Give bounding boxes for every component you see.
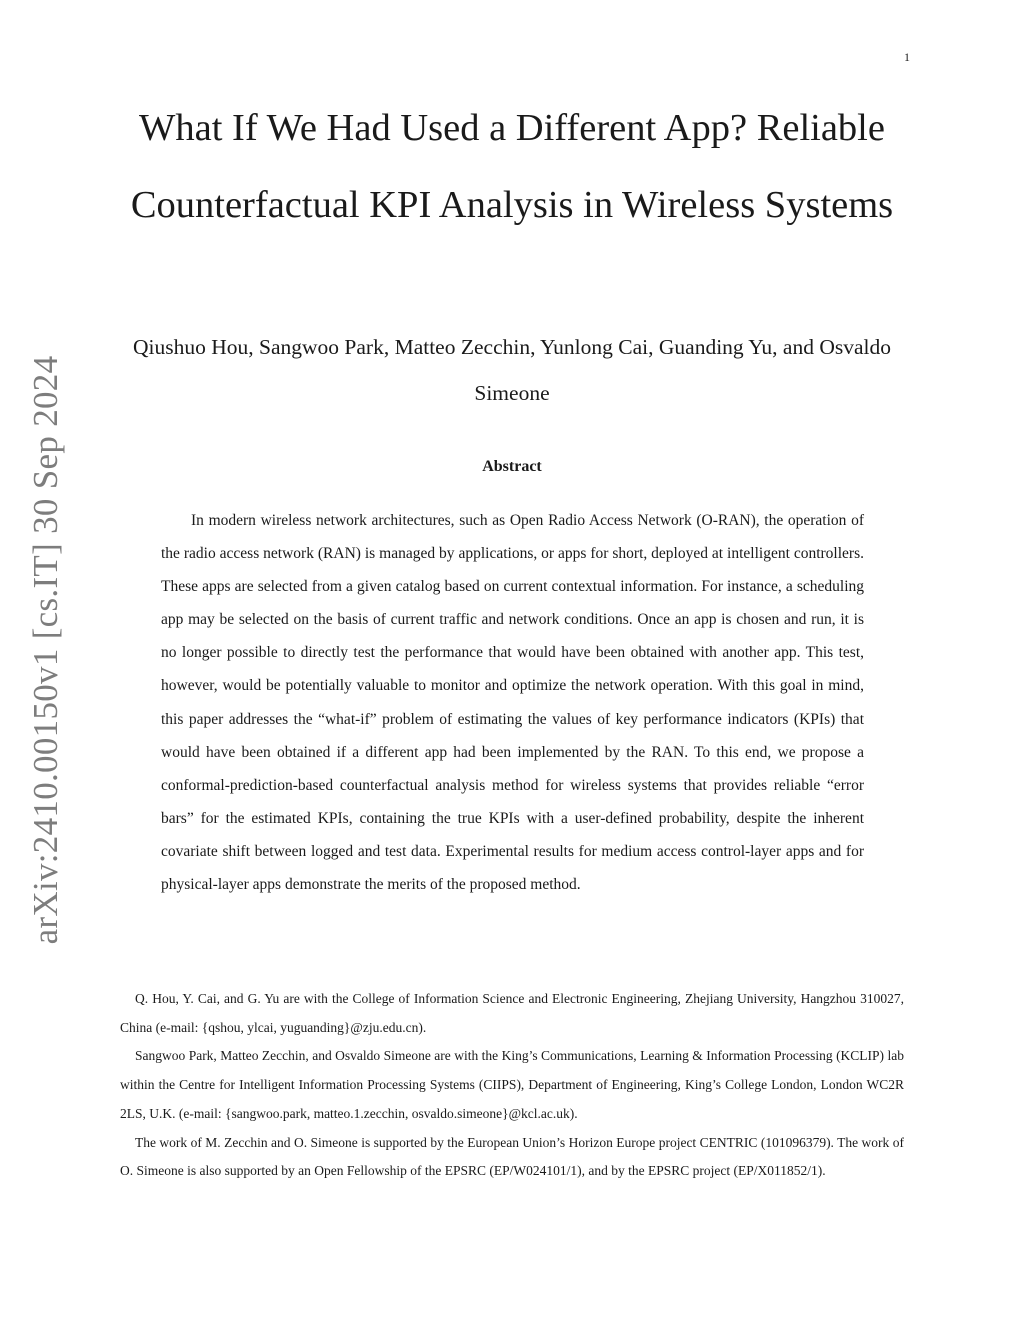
footnote-zju-affiliation: Q. Hou, Y. Cai, and G. Yu are with the College of Information Science and Electronic Engineering, Zhejiang University, Hangzhou 310027, China (e-mail: {qshou, ylcai, yuguanding}@zju.edu.cn). (120, 991, 904, 1035)
footnote-kcl-affiliation: Sangwoo Park, Matteo Zecchin, and Osvaldo Simeone are with the King’s Communications, Learning & Information Processing (KCLIP) lab within the Centre for Intelligent Information Processing Systems (CIIPS), Department of Engineering, King’s College London, London WC2R 2LS, U.K. (e-mail: {sangwoo.park, matteo.1.zecchin, osvaldo.simeone}@kcl.ac.uk). (120, 1048, 904, 1121)
footnote-funding: The work of M. Zecchin and O. Simeone is supported by the European Union’s Horizon Europe project CENTRIC (101096379). The work of O. Simeone is also supported by an Open Fellowship of the EPSRC (EP/W024101/1), and by the EPSRC project (EP/X011852/1). (120, 1134, 904, 1179)
affiliation-footnotes (120, 985, 904, 1186)
arxiv-identifier-stamp: arXiv:2410.00150v1 [cs.IT] 30 Sep 2024 (26, 355, 65, 945)
author-list: Qiushuo Hou, Sangwoo Park, Matteo Zecchin, Yunlong Cai, Guanding Yu, and Osvaldo Simeone (133, 335, 891, 405)
abstract-heading: Abstract (482, 458, 542, 475)
page-number: 1 (904, 50, 910, 64)
abstract-body: In modern wireless network architectures, such as Open Radio Access Network (O-RAN), the operation of the radio access network (RAN) is managed by applications, or apps for short, deployed at intelligent controllers. These apps are selected from a given catalog based on current contextual information. For instance, a scheduling app may be selected on the basis of current traffic and network conditions. Once an app is chosen and run, it is no longer possible to directly test the performance that would have been obtained with another app. This test, however, would be potentially valuable to monitor and optimize the network operation. With this goal in mind, this paper addresses the “what-if” problem of estimating the values of key performance indicators (KPIs) that would have been obtained if a different app had been implemented by the RAN. To this end, we propose a conformal-prediction-based counterfactual analysis method for wireless systems that provides reliable “error bars” for the estimated KPIs, containing the true KPIs with a user-defined probability, despite the inherent covariate shift between logged and test data. Experimental results for medium access control-layer apps and for physical-layer apps demonstrate the merits of the proposed method. (161, 512, 864, 894)
paper-title: What If We Had Used a Different App? Reliable Counterfactual KPI Analysis in Wireless Systems (130, 107, 894, 226)
